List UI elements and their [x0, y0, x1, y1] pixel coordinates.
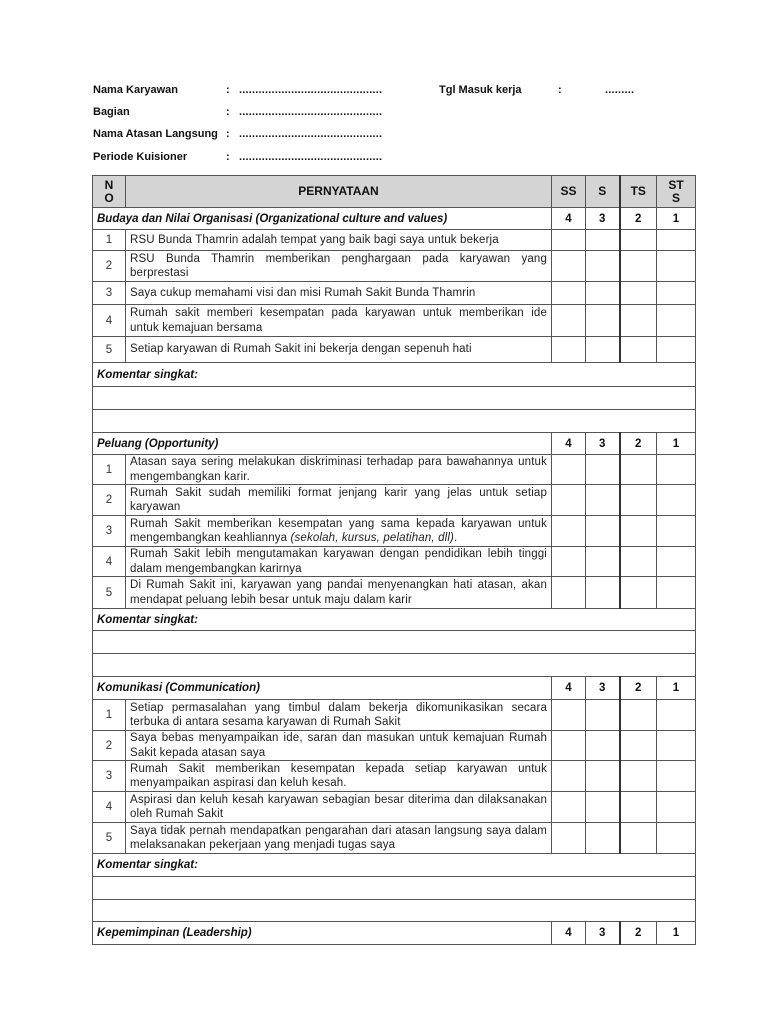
- answer-ss-cell[interactable]: [552, 823, 586, 854]
- score-label-4: 4: [552, 208, 586, 230]
- item-number: 1: [93, 700, 126, 731]
- answer-sts-cell[interactable]: [657, 282, 696, 305]
- answer-sts-cell[interactable]: [657, 792, 696, 823]
- score-label-3: 3: [586, 208, 620, 230]
- section-title: Kepemimpinan (Leadership): [93, 922, 552, 945]
- item-number: 1: [93, 455, 126, 485]
- answer-ss-cell[interactable]: [552, 455, 586, 485]
- score-label-1: 1: [657, 433, 696, 455]
- answer-sts-cell[interactable]: [657, 230, 696, 251]
- answer-sts-cell[interactable]: [657, 337, 696, 363]
- score-label-1: 1: [657, 677, 696, 700]
- answer-ts-cell[interactable]: [620, 761, 657, 792]
- answer-sts-cell[interactable]: [657, 700, 696, 731]
- answer-ss-cell[interactable]: [552, 577, 586, 609]
- answer-s-cell[interactable]: [586, 282, 620, 305]
- table-row: [93, 282, 696, 305]
- item-statement: RSU Bunda Thamrin adalah tempat yang baik bagi saya untuk bekerja: [126, 230, 552, 251]
- answer-ts-cell[interactable]: [620, 731, 657, 761]
- answer-ts-cell[interactable]: [620, 282, 657, 305]
- item-statement: Aspirasi dan keluh kesah karyawan sebagian besar diterima dan dilaksanakan oleh Rumah Sakit: [126, 792, 552, 823]
- table-header-row: [93, 176, 696, 208]
- answer-s-cell[interactable]: [586, 485, 620, 516]
- table-row: [93, 485, 696, 516]
- answer-ts-cell[interactable]: [620, 230, 657, 251]
- table-row: [93, 455, 696, 485]
- bagian-input[interactable]: ............................................: [239, 106, 383, 118]
- answer-s-cell[interactable]: [586, 516, 620, 547]
- answer-sts-cell[interactable]: [657, 823, 696, 854]
- section-title: Peluang (Opportunity): [93, 433, 552, 455]
- item-statement: Di Rumah Sakit ini, karyawan yang pandai menyenangkan hati atasan, akan mendapat peluang lebih besar untuk maju dalam karir: [126, 577, 552, 609]
- answer-ss-cell[interactable]: [552, 282, 586, 305]
- answer-s-cell[interactable]: [586, 251, 620, 282]
- table-row: [93, 577, 696, 609]
- item-number: 1: [93, 230, 126, 251]
- table-row: [93, 792, 696, 823]
- item-statement-examples: (sekolah, kursus, pelatihan, dll): [290, 532, 455, 544]
- comment-input[interactable]: [93, 654, 696, 677]
- answer-sts-cell[interactable]: [657, 761, 696, 792]
- score-label-1: 1: [657, 208, 696, 230]
- table-row: [93, 516, 696, 547]
- answer-s-cell[interactable]: [586, 455, 620, 485]
- item-statement: Rumah Sakit sudah memiliki format jenjang karir yang jelas untuk setiap karyawan: [126, 485, 552, 516]
- answer-ss-cell[interactable]: [552, 485, 586, 516]
- answer-ss-cell[interactable]: [552, 251, 586, 282]
- comment-input-row[interactable]: [93, 631, 696, 654]
- answer-ts-cell[interactable]: [620, 547, 657, 577]
- score-label-2: 2: [620, 922, 657, 945]
- item-statement: Setiap permasalahan yang timbul dalam bekerja dikomunikasikan secara terbuka di antara sesama karyawan di Rumah Sakit: [126, 700, 552, 731]
- tgl-masuk-input[interactable]: .........: [605, 84, 635, 96]
- table-row: [93, 547, 696, 577]
- item-statement: RSU Bunda Thamrin memberikan penghargaan pada karyawan yang berprestasi: [126, 251, 552, 282]
- table-row: [93, 305, 696, 337]
- answer-ss-cell[interactable]: [552, 700, 586, 731]
- item-number: 2: [93, 731, 126, 761]
- table-row: [93, 337, 696, 363]
- comment-input[interactable]: [93, 631, 696, 654]
- answer-ss-cell[interactable]: [552, 230, 586, 251]
- item-statement: Saya bebas menyampaikan ide, saran dan masukan untuk kemajuan Rumah Sakit kepada atasan saya: [126, 731, 552, 761]
- answer-ss-cell[interactable]: [552, 547, 586, 577]
- header-statement: PERNYATAAN: [126, 176, 552, 208]
- comment-label: Komentar singkat:: [93, 609, 696, 631]
- score-label-3: 3: [586, 677, 620, 700]
- item-number: 2: [93, 251, 126, 282]
- item-statement: Saya tidak pernah mendapatkan pengarahan dari atasan langsung saya dalam melaksanakan pekerjaan yang menjadi tugas saya: [126, 823, 552, 854]
- answer-sts-cell[interactable]: [657, 547, 696, 577]
- item-number: 4: [93, 305, 126, 337]
- answer-s-cell[interactable]: [586, 547, 620, 577]
- score-label-4: 4: [552, 677, 586, 700]
- answer-s-cell[interactable]: [586, 577, 620, 609]
- header-no: N O: [93, 176, 126, 208]
- answer-s-cell[interactable]: [586, 230, 620, 251]
- score-label-1: 1: [657, 922, 696, 945]
- item-statement: Setiap karyawan di Rumah Sakit ini bekerja dengan sepenuh hati: [126, 337, 552, 363]
- item-number: 3: [93, 516, 126, 547]
- answer-ss-cell[interactable]: [552, 337, 586, 363]
- answer-ts-cell[interactable]: [620, 792, 657, 823]
- answer-ss-cell[interactable]: [552, 792, 586, 823]
- answer-sts-cell[interactable]: [657, 485, 696, 516]
- answer-s-cell[interactable]: [586, 792, 620, 823]
- questionnaire-table: [92, 175, 696, 945]
- answer-sts-cell[interactable]: [657, 455, 696, 485]
- answer-ts-cell[interactable]: [620, 823, 657, 854]
- answer-sts-cell[interactable]: [657, 516, 696, 547]
- item-statement: Rumah Sakit memberikan kesempatan yang sama kepada karyawan untuk mengembangkan keahliannya (sekolah, kursus, pelatihan, dll).: [126, 516, 552, 547]
- score-label-4: 4: [552, 433, 586, 455]
- comment-input-row[interactable]: [93, 877, 696, 900]
- table-row: [93, 731, 696, 761]
- field-colon: :: [226, 84, 230, 96]
- item-number: 5: [93, 577, 126, 609]
- answer-sts-cell[interactable]: [657, 305, 696, 337]
- field-label: Nama Karyawan: [93, 84, 178, 96]
- item-statement: Atasan saya sering melakukan diskriminasi terhadap para bawahannya untuk mengembangkan karir.: [126, 455, 552, 485]
- item-number: 4: [93, 792, 126, 823]
- answer-s-cell[interactable]: [586, 761, 620, 792]
- header-ss: SS: [552, 176, 586, 208]
- comment-label: Komentar singkat:: [93, 363, 696, 387]
- comment-input[interactable]: [93, 410, 696, 433]
- item-number: 4: [93, 547, 126, 577]
- section-header-leadership: [93, 922, 696, 945]
- answer-ts-cell[interactable]: [620, 516, 657, 547]
- answer-ts-cell[interactable]: [620, 337, 657, 363]
- item-statement: Saya cukup memahami visi dan misi Rumah Sakit Bunda Thamrin: [126, 282, 552, 305]
- answer-s-cell[interactable]: [586, 700, 620, 731]
- field-label: Nama Atasan Langsung: [93, 128, 218, 140]
- table-row: [93, 251, 696, 282]
- field-colon: :: [226, 106, 230, 118]
- item-statement: Rumah sakit memberi kesempatan pada karyawan untuk memberikan ide untuk kemajuan bersama: [126, 305, 552, 337]
- answer-ts-cell[interactable]: [620, 455, 657, 485]
- comment-input[interactable]: [93, 877, 696, 900]
- score-label-4: 4: [552, 922, 586, 945]
- section-header-opportunity: [93, 433, 696, 455]
- comment-input-row[interactable]: [93, 410, 696, 433]
- answer-ss-cell[interactable]: [552, 761, 586, 792]
- section-title: Budaya dan Nilai Organisasi (Organizational culture and values): [93, 208, 552, 230]
- answer-ss-cell[interactable]: [552, 305, 586, 337]
- score-label-3: 3: [586, 922, 620, 945]
- item-number: 5: [93, 337, 126, 363]
- answer-s-cell[interactable]: [586, 823, 620, 854]
- field-colon: :: [558, 84, 562, 96]
- comment-label-row: [93, 363, 696, 387]
- score-label-2: 2: [620, 208, 657, 230]
- answer-sts-cell[interactable]: [657, 731, 696, 761]
- field-colon: :: [226, 128, 230, 140]
- answer-ss-cell[interactable]: [552, 731, 586, 761]
- comment-input-row[interactable]: [93, 900, 696, 922]
- answer-ts-cell[interactable]: [620, 700, 657, 731]
- answer-s-cell[interactable]: [586, 731, 620, 761]
- item-number: 3: [93, 282, 126, 305]
- answer-sts-cell[interactable]: [657, 251, 696, 282]
- item-statement: Rumah Sakit memberikan kesempatan kepada setiap karyawan untuk menyampaikan aspirasi dan keluh kesah.: [126, 761, 552, 792]
- comment-label: Komentar singkat:: [93, 854, 696, 877]
- answer-s-cell[interactable]: [586, 305, 620, 337]
- field-colon: :: [226, 151, 230, 163]
- field-label: Bagian: [93, 106, 130, 118]
- comment-label-row: [93, 854, 696, 877]
- header-sts: ST S: [657, 176, 696, 208]
- table-row: [93, 823, 696, 854]
- score-label-2: 2: [620, 433, 657, 455]
- answer-ss-cell[interactable]: [552, 516, 586, 547]
- answer-ts-cell[interactable]: [620, 251, 657, 282]
- periode-input[interactable]: ............................................: [239, 151, 383, 163]
- answer-sts-cell[interactable]: [657, 577, 696, 609]
- section-title: Komunikasi (Communication): [93, 677, 552, 700]
- score-label-3: 3: [586, 433, 620, 455]
- header-s: S: [586, 176, 620, 208]
- table-row: [93, 700, 696, 731]
- header-ts: TS: [620, 176, 657, 208]
- item-number: 5: [93, 823, 126, 854]
- nama-atasan-input[interactable]: ............................................: [239, 128, 383, 140]
- comment-input-row[interactable]: [93, 654, 696, 677]
- item-statement: Rumah Sakit lebih mengutamakan karyawan dengan pendidikan lebih tinggi dalam mengembangkan karirnya: [126, 547, 552, 577]
- table-row: [93, 230, 696, 251]
- field-label: Tgl Masuk kerja: [439, 84, 522, 96]
- comment-input-row[interactable]: [93, 387, 696, 410]
- nama-karyawan-input[interactable]: ............................................: [239, 84, 383, 96]
- item-number: 2: [93, 485, 126, 516]
- field-label: Periode Kuisioner: [93, 151, 188, 163]
- item-number: 3: [93, 761, 126, 792]
- answer-ts-cell[interactable]: [620, 305, 657, 337]
- table-row: [93, 761, 696, 792]
- comment-label-row: [93, 609, 696, 631]
- score-label-2: 2: [620, 677, 657, 700]
- answer-ts-cell[interactable]: [620, 485, 657, 516]
- comment-input[interactable]: [93, 900, 696, 922]
- section-header-communication: [93, 677, 696, 700]
- comment-input[interactable]: [93, 387, 696, 410]
- section-header-culture: [93, 208, 696, 230]
- answer-ts-cell[interactable]: [620, 577, 657, 609]
- answer-s-cell[interactable]: [586, 337, 620, 363]
